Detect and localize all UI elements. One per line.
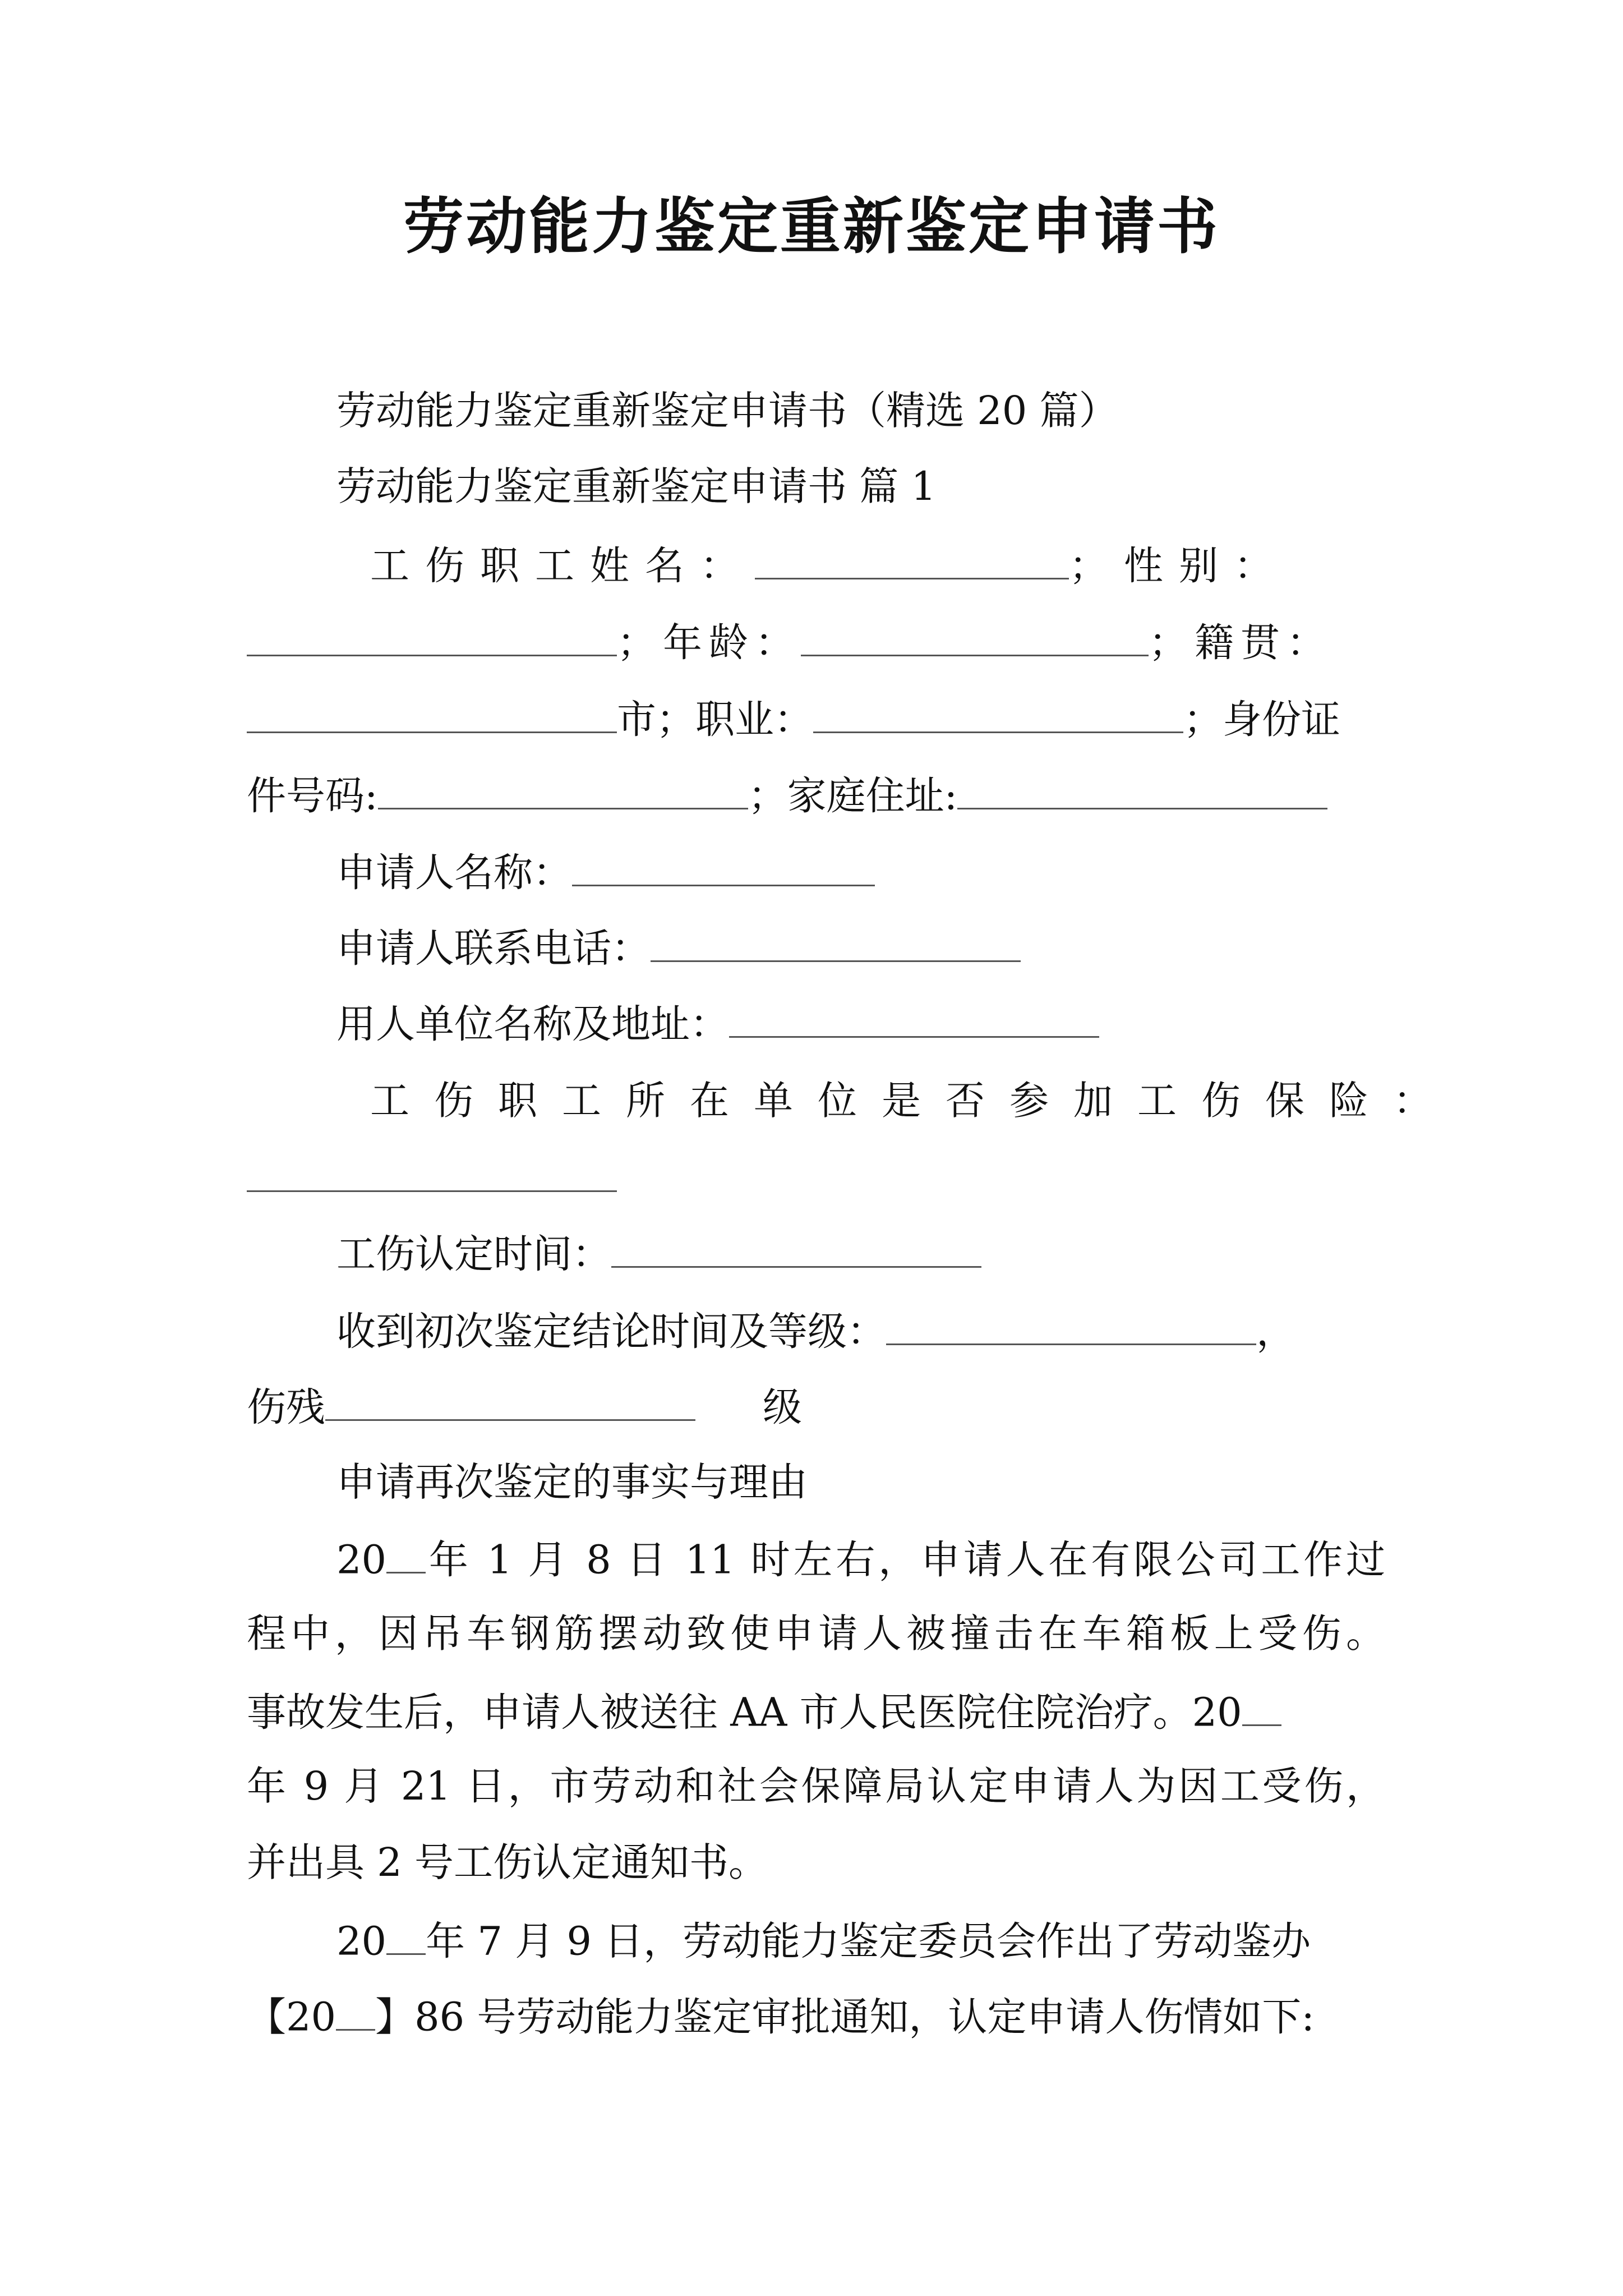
form-line-employer: 用人单位名称及地址：: [336, 999, 1099, 1048]
form-line-disability-grade: 伤残 级: [247, 1382, 802, 1431]
blank-year: [386, 1534, 426, 1573]
blank-applicant-phone: [651, 923, 1021, 962]
blank-employer: [729, 999, 1099, 1038]
facts-heading: 申请再次鉴定的事实与理由: [336, 1459, 808, 1505]
blank-year: [386, 1916, 426, 1955]
blank-origin: [247, 694, 617, 733]
blank-initial-result: [886, 1306, 1256, 1345]
paragraph-1-line-1: 20 年 1 月 8 日 11 时左右，申请人在有限公司工作过: [336, 1534, 1385, 1584]
blank-applicant-name: [572, 847, 875, 886]
form-line-applicant-phone: 申请人联系电话：: [336, 923, 1021, 972]
form-line-initial-result: 收到初次鉴定结论时间及等级： ，: [336, 1306, 1295, 1355]
blank-address: [957, 770, 1327, 809]
blank-injury-date: [611, 1228, 981, 1268]
blank-id-number: [378, 770, 748, 809]
blank-year: [1242, 1687, 1281, 1726]
section-heading: 劳动能力鉴定重新鉴定申请书 篇 1: [336, 463, 937, 509]
form-line-age-origin: ；年龄： ；籍贯：: [247, 617, 1385, 666]
blank-name: [755, 540, 1069, 579]
blank-insurance: [247, 1153, 617, 1192]
form-line-insurance-blank: [247, 1153, 617, 1202]
paragraph-1-line-5: 并出具 2 号工伤认定通知书。: [247, 1839, 768, 1885]
blank-gender: [247, 617, 617, 656]
form-line-city-job: 市；职业： ；身份证: [247, 694, 1385, 743]
paragraph-1-line-4: 年 9 月 21 日，市劳动和社会保障局认定申请人为因工受伤，: [247, 1763, 1385, 1809]
form-line-applicant-name: 申请人名称：: [336, 847, 875, 896]
paragraph-2-line-1: 20 年 7 月 9 日，劳动能力鉴定委员会作出了劳动鉴办: [336, 1916, 1385, 1965]
form-line-id-address: 件号码: ；家庭住址:: [247, 770, 1327, 820]
form-line-name-gender: 工伤职工姓名： ；性别：: [370, 540, 1368, 590]
paragraph-2-line-2: 【20 】86 号劳动能力鉴定审批通知，认定申请人伤情如下:: [247, 1991, 1385, 2041]
paragraph-1-line-3: 事故发生后，申请人被送往 AA 市人民医院住院治疗。20: [247, 1687, 1385, 1736]
paragraph-1-line-2: 程中，因吊车钢筋摆动致使申请人被撞击在车箱板上受伤。: [247, 1611, 1385, 1657]
blank-age: [801, 617, 1149, 656]
form-line-injury-date: 工伤认定时间：: [336, 1228, 981, 1278]
form-line-insurance: 工伤职工所在单位是否参加工伤保险：: [370, 1078, 1457, 1124]
blank-job: [813, 694, 1183, 733]
blank-year: [336, 1991, 375, 2031]
document-title: 劳动能力鉴定重新鉴定申请书: [403, 191, 1220, 262]
blank-disability-grade: [325, 1382, 695, 1421]
subtitle-line: 劳动能力鉴定重新鉴定申请书（精选 20 篇）: [336, 388, 1118, 434]
